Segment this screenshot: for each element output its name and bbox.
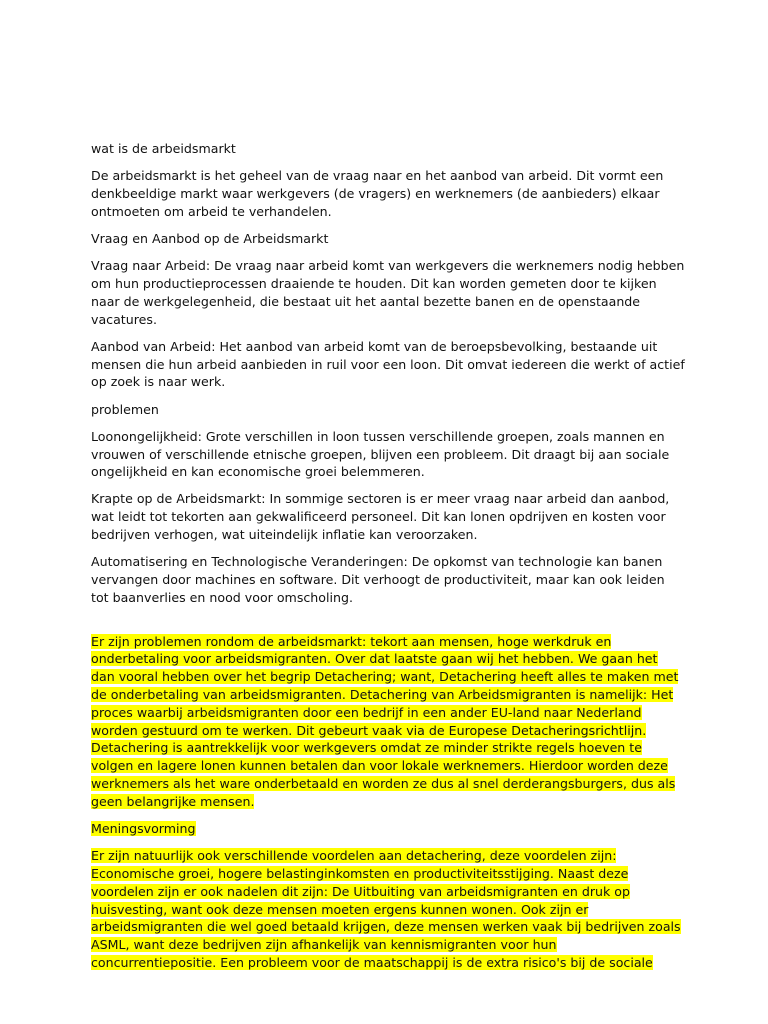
highlight-meningsvorming-text: Meningsvorming: [91, 821, 196, 837]
paragraph-krapte: Krapte op de Arbeidsmarkt: In sommige sectoren is er meer vraag naar arbeid dan aanbod, wat leidt tot tekorten aan gekwalificeerd personeel. Dit kan lonen opdrijven en kosten voor bedrijven verhogen, wat uiteindelijk inflatie kan veroorzaken.: [91, 491, 670, 543]
highlighted-paragraph-detachering: [91, 633, 685, 811]
paragraph-loonongelijkheid: Loonongelijkheid: Grote verschillen in loon tussen verschillende groepen, zoals mannen en vrouwen of verschillende etnische groepen, blijven een probleem. Dit draagt bij aan sociale ongelijkheid en kan economische groei belemmeren.: [91, 428, 670, 480]
heading-vraag-en-aanbod: Vraag en Aanbod op de Arbeidsmarkt: [91, 230, 329, 246]
paragraph-aanbod-van-arbeid: Aanbod van Arbeid: Het aanbod van arbeid komt van de beroepsbevolking, bestaande uit mensen die hun arbeid aanbieden in ruil voor een loon. Dit omvat iedereen die werkt of actief op zoek is naar werk.: [91, 338, 685, 390]
highlight-detachering-text: Er zijn problemen rondom de arbeidsmarkt: tekort aan mensen, hoge werkdruk en onderbetaling voor arbeidsmigranten. Over dat laatste gaan wij het hebben. We gaan het dan vooral hebben over het begrip Detachering; want, Detachering heeft alles te maken met de onderbetaling van arbeidsmigranten. Detachering van Arbeidsmigranten is namelijk: Het proces waarbij arbeidsmigranten door een bedrijf in een ander EU-land naar Nederland worden gestuurd om te werken. Dit gebeurt vaak via de Europese Detacheringsrichtlijn. Detachering is aantrekkelijk voor werkgevers omdat ze minder strikte regels hoeven te volgen en lagere lonen kunnen betalen dan voor lokale werknemers. Hierdoor worden deze werknemers als het ware onderbetaald en worden ze dus al snel derderangsburgers, dus als geen belangrijke mensen.: [91, 633, 679, 809]
paragraph-automatisering: Automatisering en Technologische Veranderingen: De opkomst van technologie kan banen vervangen door machines en software. Dit verhoogt de productiviteit, maar kan ook leiden tot baanverlies en nood voor omscholing.: [91, 554, 665, 605]
document-body: [91, 140, 685, 981]
paragraph-definitie: De arbeidsmarkt is het geheel van de vraag naar en het aanbod van arbeid. Dit vormt een denkbeeldige markt waar werkgevers (de vragers) en werknemers (de aanbieders) elkaar ontmoeten om arbeid te verhandelen.: [91, 168, 664, 219]
heading-problemen: problemen: [91, 401, 159, 417]
highlight-voordelen-text: Er zijn natuurlijk ook verschillende voordelen aan detachering, deze voordelen zijn: Economische groei, hogere belastinginkomsten en productiviteitsstijging. Naast deze voordelen zijn er ook nadelen dit zijn: De Uitbuiting van arbeidsmigranten en druk op huisvesting, want ook deze mensen moeten ergens kunnen wonen. Ook zijn er arbeidsmigranten die wel goed betaald krijgen, deze mensen werken vaak bij bedrijven zoals ASML, want deze bedrijven zijn afhankelijk van kennismigranten voor hun concurrentiepositie. Een probleem voor de maatschappij is de extra risico's bij de sociale: [91, 848, 681, 970]
highlighted-paragraph-voordelen-nadelen: [91, 847, 685, 972]
paragraph-vraag-naar-arbeid: Vraag naar Arbeid: De vraag naar arbeid komt van werkgevers die werknemers nodig hebben om hun productieprocessen draaiende te houden. Dit kan worden gemeten door te kijken naar de werkgelegenheid, die bestaat uit het aantal bezette banen en de openstaande vacatures.: [91, 258, 685, 327]
heading-wat-is-de-arbeidsmarkt: wat is de arbeidsmarkt: [91, 141, 236, 156]
highlighted-heading-meningsvorming: [91, 820, 685, 838]
